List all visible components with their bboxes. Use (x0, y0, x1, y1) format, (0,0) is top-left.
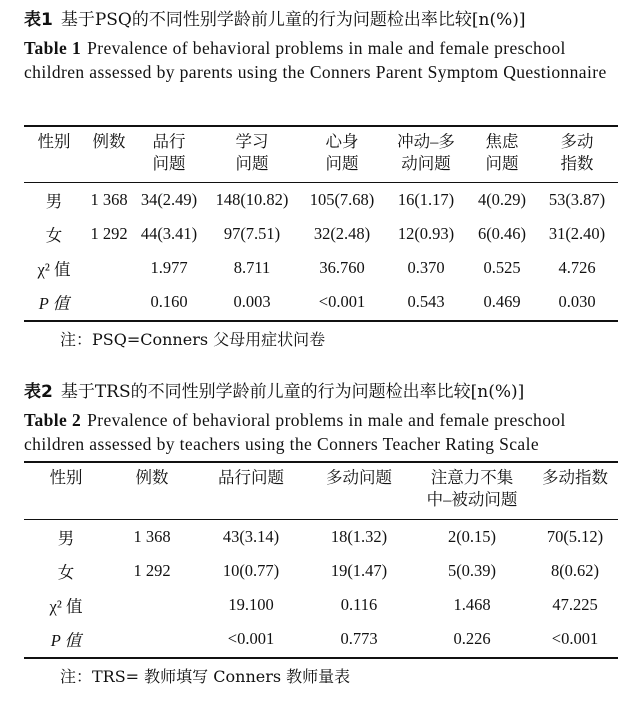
table-cell: 女 (57, 563, 75, 582)
table-cell: 18(1.32) (330, 527, 388, 546)
table-row (24, 622, 618, 656)
table-cell: 1 368 (133, 527, 171, 546)
table-cell: 47.225 (552, 595, 598, 614)
table-row (24, 217, 618, 251)
table-cell: 0.773 (340, 629, 378, 648)
table-cell (84, 251, 134, 285)
table-cell: <0.001 (227, 629, 275, 648)
table-cell: 148(10.82) (215, 190, 289, 209)
table-cell: 0.116 (340, 595, 378, 614)
table-cell: 0.525 (483, 258, 521, 277)
table-cell: 1 292 (133, 561, 171, 580)
column-header: 多动问题 (326, 468, 392, 487)
table-cell (108, 588, 196, 622)
table-cell: 19.100 (228, 595, 274, 614)
table-cell: P 值 (50, 631, 82, 650)
table-cell: 6(0.46) (477, 224, 527, 243)
column-header: 冲动–多 动问题 (397, 132, 455, 173)
table-cell: 44(3.41) (140, 224, 198, 243)
table-cell: 5(0.39) (447, 561, 497, 580)
table-cell: 0.003 (233, 292, 271, 311)
table-cell: 10(0.77) (222, 561, 280, 580)
column-header: 学习 问题 (235, 132, 269, 173)
table-cell: 0.469 (483, 292, 521, 311)
table1-en-caption (24, 36, 624, 84)
column-header: 例数 (135, 468, 169, 487)
column-header: 性别 (37, 132, 71, 151)
table-cell: 53(3.87) (548, 190, 606, 209)
table2-cn-label: 表2 (24, 382, 53, 402)
table-cell: 0.030 (558, 292, 596, 311)
table-row (24, 554, 618, 588)
table-cell: 70(5.12) (546, 527, 604, 546)
table-cell: 1 292 (90, 224, 128, 243)
table-cell: 36.760 (319, 258, 365, 277)
table-row (24, 588, 618, 622)
header-row (24, 127, 618, 183)
table-cell: 0.226 (453, 629, 491, 648)
table-cell: χ² 值 (37, 260, 71, 279)
column-header: 心身 问题 (325, 132, 359, 173)
table1-cn-caption (24, 9, 526, 31)
table2-cn-title: 基于TRS的不同性别学龄前儿童的行为问题检出率比较[n(%)] (60, 382, 525, 402)
table-cell: P 值 (38, 294, 70, 313)
table1-cn-label: 表1 (24, 10, 53, 30)
table-row (24, 251, 618, 285)
column-header: 焦虑 问题 (485, 132, 519, 173)
table-cell: 31(2.40) (548, 224, 606, 243)
table-cell: 34(2.49) (140, 190, 198, 209)
table1-cn-title: 基于PSQ的不同性别学龄前儿童的行为问题检出率比较[n(%)] (60, 10, 526, 30)
table-row (24, 183, 618, 217)
table-cell: <0.001 (318, 292, 366, 311)
header-row (24, 463, 618, 520)
table-cell: 女 (45, 226, 63, 245)
table-cell: 男 (57, 529, 75, 548)
table-cell: 4.726 (558, 258, 596, 277)
table-cell: 0.160 (150, 292, 188, 311)
table2-bottom-rule (24, 657, 618, 659)
table-cell: 1.977 (150, 258, 188, 277)
column-header: 多动指数 (542, 468, 608, 487)
table-cell: 2(0.15) (447, 527, 497, 546)
column-header: 品行问题 (218, 468, 284, 487)
table1-en-title: Prevalence of behavioral problems in male and female preschool children assessed by parents using the Conners Parent Symptom Questionnaire (24, 38, 607, 82)
table-cell: 16(1.17) (397, 190, 455, 209)
table-cell: χ² 值 (49, 597, 83, 616)
table-cell (84, 285, 134, 319)
table-cell: 105(7.68) (309, 190, 375, 209)
table-cell: 8(0.62) (550, 561, 600, 580)
table1-bottom-rule (24, 320, 618, 322)
table-cell: <0.001 (551, 629, 599, 648)
table2-note: 注：TRS= 教师填写 Conners 教师量表 (60, 667, 351, 686)
table-cell: 0.370 (407, 258, 445, 277)
table-cell: 32(2.48) (313, 224, 371, 243)
table2-en-caption (24, 408, 624, 456)
table-row (24, 285, 618, 319)
table-cell: 19(1.47) (330, 561, 388, 580)
table-cell: 97(7.51) (223, 224, 281, 243)
table1 (24, 127, 618, 319)
table-cell: 1.468 (453, 595, 491, 614)
table-cell: 0.543 (407, 292, 445, 311)
table-cell: 8.711 (233, 258, 271, 277)
column-header: 注意力不集 中–被动问题 (426, 468, 518, 509)
table2-en-label: Table 2 (24, 410, 82, 430)
table-row (24, 520, 618, 554)
column-header: 品行 问题 (152, 132, 186, 173)
table2-cn-caption (24, 381, 524, 403)
table-cell: 12(0.93) (397, 224, 455, 243)
column-header: 性别 (49, 468, 83, 487)
table-cell: 男 (45, 192, 63, 211)
table-cell: 43(3.14) (222, 527, 280, 546)
table2-en-title: Prevalence of behavioral problems in male and female preschool children assessed by teachers using the Conners Teacher Rating Scale (24, 410, 566, 454)
table1-en-label: Table 1 (24, 38, 82, 58)
table-cell (108, 622, 196, 656)
table2 (24, 463, 618, 656)
table1-note: 注：PSQ=Conners 父母用症状问卷 (60, 330, 326, 349)
column-header: 多动 指数 (560, 132, 594, 173)
table-cell: 1 368 (90, 190, 128, 209)
column-header: 例数 (92, 132, 126, 151)
table-cell: 4(0.29) (477, 190, 527, 209)
